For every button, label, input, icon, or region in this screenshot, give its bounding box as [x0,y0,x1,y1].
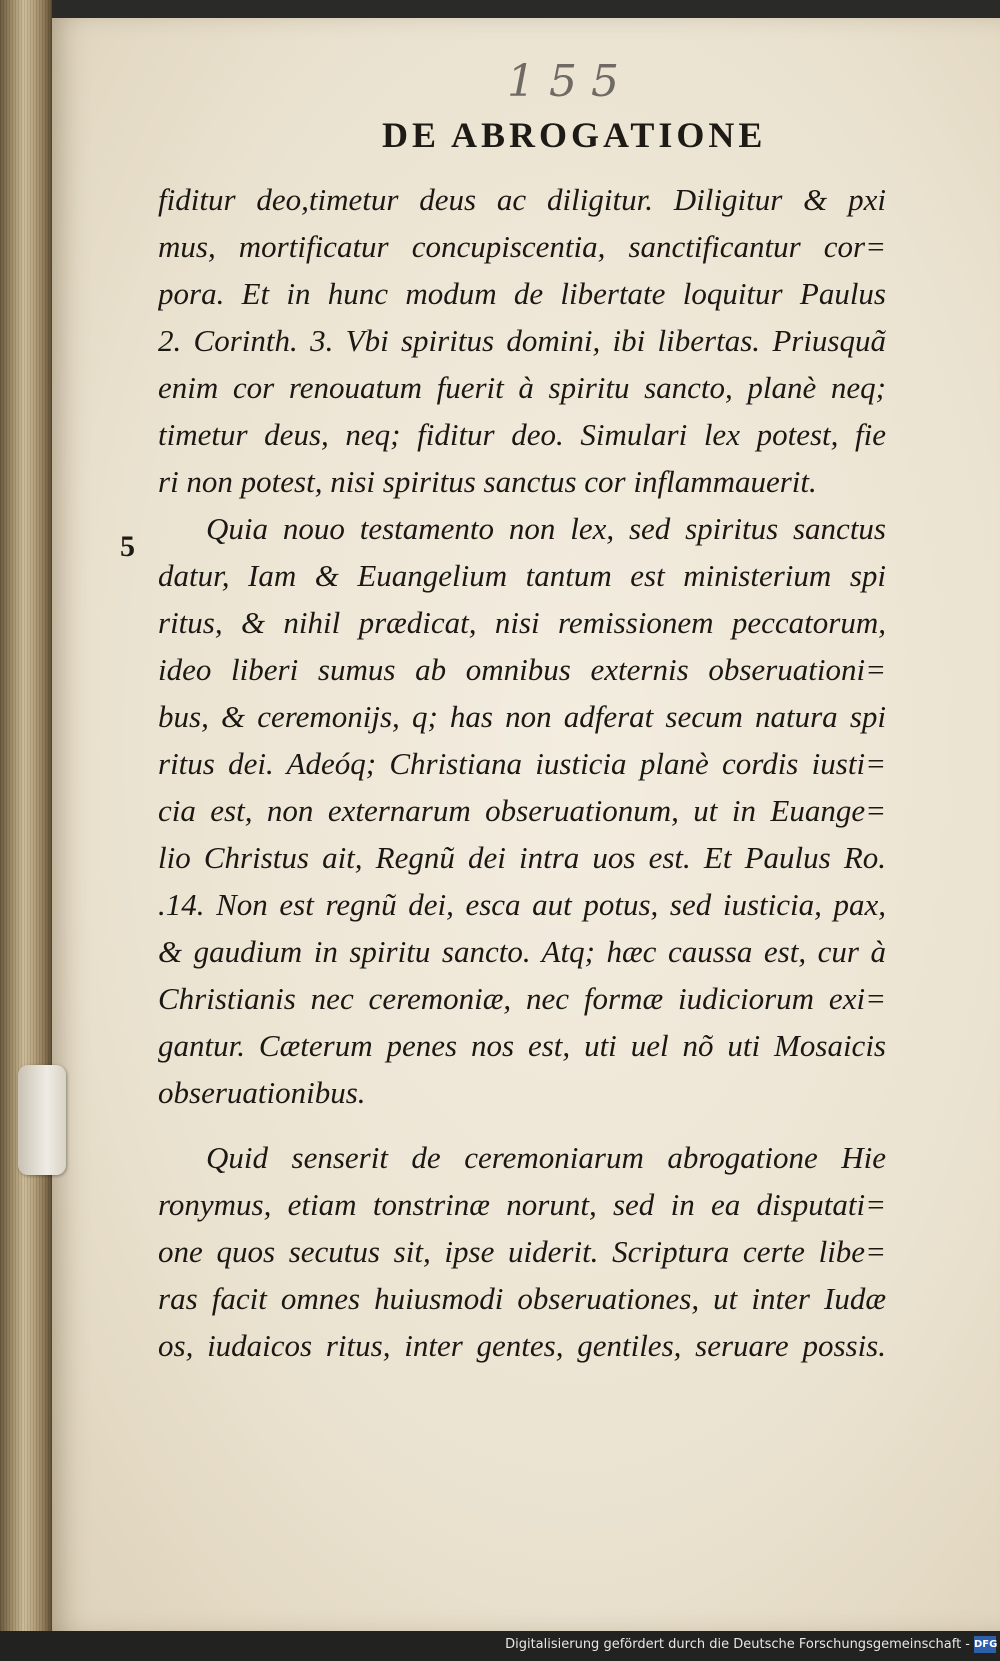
dfg-logo: DFG [974,1636,996,1653]
text-line: Quid senserit de ceremoniarum abrogatione Hie [206,1140,886,1175]
text-line: enim cor renouatum fuerit à spiritu sancto, planè neq; [158,370,886,405]
page-clip [18,1065,66,1175]
running-head: DE ABROGATIONE [382,115,767,155]
text-line: fiditur deo,timetur deus ac diligitur. Diligitur & pxi [158,182,886,217]
text-line: bus, & ceremonijs, q; has non adferat secum natura spi [158,699,886,734]
text-line: ronymus, etiam tonstrinæ norunt, sed in ea disputati= [158,1187,886,1222]
text-line: ri non potest, nisi spiritus sanctus cor inflammauerit. [158,464,817,499]
folio-number: 155 [507,56,633,107]
body-text [158,176,886,1369]
text-line: pora. Et in hunc modum de libertate loquitur Paulus [158,276,886,311]
text-line: lio Christus ait, Regnũ dei intra uos est. Et Paulus Ro. [158,840,886,875]
text-line: timetur deus, neq; fiditur deo. Simulari lex potest, fie [158,417,886,452]
book-fore-edge [0,0,52,1661]
footer-bar [0,1631,1000,1661]
digitization-credit: Digitalisierung gefördert durch die Deutsche Forschungsgemeinschaft - [505,1637,970,1652]
text-line: one quos secutus sit, ipse uiderit. Scriptura certe libe= [158,1234,886,1269]
text-line: ritus dei. Adeóq; Christiana iusticia planè cordis iusti= [158,746,886,781]
text-line: cia est, non externarum obseruationum, ut in Euange= [158,793,886,828]
margin-line-number: 5 [120,530,135,563]
text-line: 2. Corinth. 3. Vbi spiritus domini, ibi libertas. Priusquã [158,323,886,358]
text-line: & gaudium in spiritu sancto. Atq; hæc caussa est, cur à [158,934,886,969]
text-line: Quia nouo testamento non lex, sed spiritus sanctus [206,511,886,546]
text-line: gantur. Cæterum penes nos est, uti uel nõ uti Mosaicis [158,1028,886,1063]
text-line: os, iudaicos ritus, inter gentes, gentiles, seruare possis. [158,1328,886,1363]
text-line: ideo liberi sumus ab omnibus externis obseruationi= [158,652,886,687]
text-line: datur, Iam & Euangelium tantum est ministerium spi [158,558,886,593]
text-line: mus, mortificatur concupiscentia, sanctificantur cor= [158,229,886,264]
text-line: Christianis nec ceremoniæ, nec formæ iudiciorum exi= [158,981,886,1016]
text-line: .14. Non est regnũ dei, esca aut potus, sed iusticia, pax, [158,887,886,922]
text-line: ritus, & nihil prædicat, nisi remissionem peccatorum, [158,605,886,640]
text-line: ras facit omnes huiusmodi obseruationes, ut inter Iudæ [158,1281,886,1316]
text-line: obseruationibus. [158,1075,366,1110]
book-page [52,18,1000,1631]
